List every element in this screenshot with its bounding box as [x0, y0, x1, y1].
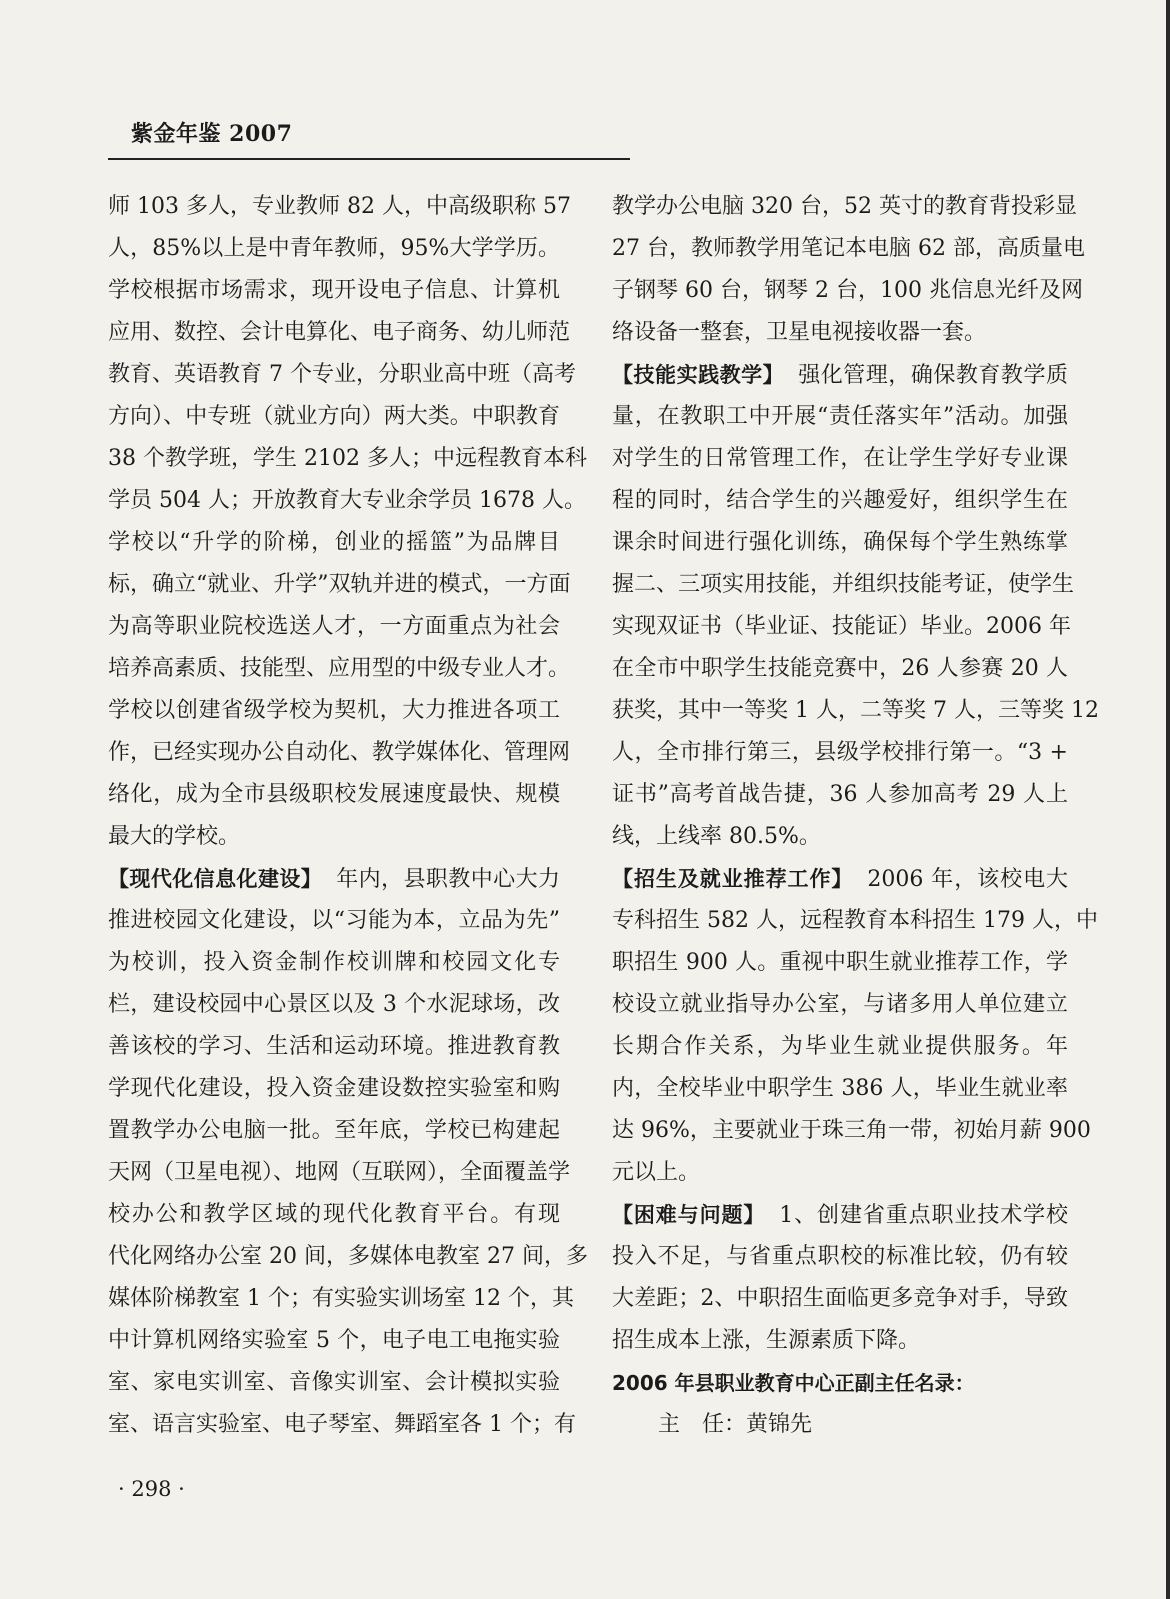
text-line [612, 564, 1075, 606]
line-text: 为高等职业院校选送人才，一方面重点为社会 [108, 614, 560, 639]
text-line [108, 438, 587, 480]
line-text: 善该校的学习、生活和运动环境。推进教育教 [108, 1034, 560, 1059]
text-line [108, 270, 560, 312]
line-text: 38 个教学班，学生 2102 多人；中远程教育本科 [108, 446, 587, 471]
running-header-title: 紫金年鉴 2007 [131, 121, 293, 147]
text-line [108, 564, 571, 606]
text-line [108, 1110, 560, 1152]
text-line [612, 1152, 1068, 1194]
line-text: 大差距；2、中职招生面临更多竞争对手，导致 [612, 1286, 1068, 1311]
text-line [108, 816, 560, 858]
line-text: 27 台，教师教学用笔记本电脑 62 部，高质量电 [612, 236, 1085, 261]
text-line [108, 984, 560, 1026]
line-text: 媒体阶梯教室 1 个；有实验实训场室 12 个，其 [108, 1286, 574, 1311]
line-text: 为校训，投入资金制作校训牌和校园文化专 [108, 950, 560, 975]
text-line [612, 1362, 1068, 1404]
section-heading-line [108, 858, 560, 900]
line-text: 推进校园文化建设，以“习能为本，立品为先” [108, 908, 560, 933]
text-line [612, 606, 1071, 648]
section-heading-line [612, 1194, 1068, 1236]
text-line [108, 522, 560, 564]
line-text: 教学办公电脑 320 台，52 英寸的教育背投彩显 [612, 194, 1077, 219]
text-line [612, 270, 1083, 312]
text-line [108, 1278, 574, 1320]
line-text: 学员 504 人；开放教育大专业余学员 1678 人。 [108, 488, 586, 513]
line-text: 职招生 900 人。重视中职生就业推荐工作，学 [612, 950, 1068, 975]
text-line [108, 732, 571, 774]
line-text: 招生成本上涨，生源素质下降。 [612, 1328, 921, 1353]
line-text: 元以上。 [612, 1160, 701, 1185]
text-line [108, 900, 560, 942]
right-text-column [612, 186, 1099, 1446]
section-heading: 【现代化信息化建设】 [108, 867, 323, 891]
text-line [108, 1026, 560, 1068]
text-line [612, 900, 1098, 942]
page-edge [1166, 0, 1170, 1599]
line-text: 学校根据市场需求，现开设电子信息、计算机 [108, 278, 560, 303]
line-text: 长期合作关系，为毕业生就业提供服务。年 [612, 1034, 1068, 1059]
text-line [108, 648, 571, 690]
text-line [612, 396, 1068, 438]
text-line [612, 522, 1068, 564]
text-line [612, 1068, 1068, 1110]
line-text: 络设备一整套，卫星电视接收器一套。 [612, 320, 987, 345]
section-heading: 【技能实践教学】 [612, 363, 785, 387]
line-text: 2006 年，该校电大 [867, 867, 1069, 892]
text-line [108, 1404, 576, 1446]
line-text: 线，上线率 80.5%。 [612, 824, 821, 849]
line-text: 培养高素质、技能型、应用型的中级专业人才。 [108, 656, 571, 681]
text-line [108, 1068, 560, 1110]
line-text: 证书”高考首战告捷，36 人参加高考 29 人上 [612, 782, 1068, 807]
text-line [108, 606, 560, 648]
line-text: 校设立就业指导办公室，与诸多用人单位建立 [612, 992, 1068, 1017]
line-text: 对学生的日常管理工作，在让学生学好专业课 [612, 446, 1068, 471]
text-line [612, 186, 1077, 228]
line-text: 络化，成为全市县级职校发展速度最快、规模 [108, 782, 560, 807]
line-text: 置教学办公电脑一批。至年底，学校已构建起 [108, 1118, 560, 1143]
line-text: 代化网络办公室 20 间，多媒体电教室 27 间，多 [108, 1244, 588, 1269]
line-text: 室、语言实验室、电子琴室、舞蹈室各 1 个；有 [108, 1412, 576, 1437]
text-line [108, 228, 560, 270]
line-text: 方向）、中专班（就业方向）两大类。中职教育 [108, 404, 560, 429]
line-text: 作，已经实现办公自动化、教学媒体化、管理网 [108, 740, 571, 765]
line-text: 内，全校毕业中职学生 386 人，毕业生就业率 [612, 1076, 1068, 1101]
text-line [108, 312, 571, 354]
line-text: 子钢琴 60 台，钢琴 2 台，100 兆信息光纤及网 [612, 278, 1083, 303]
text-line [108, 1320, 560, 1362]
text-line [612, 228, 1085, 270]
line-text: 达 96%，主要就业于珠三角一带，初始月薪 900 [612, 1118, 1091, 1143]
line-text: 年内，县职教中心大力 [336, 867, 560, 892]
line-text: 师 103 多人，专业教师 82 人，中高级职称 57 [108, 194, 571, 219]
line-text: 天网（卫星电视）、地网（互联网），全面覆盖学 [108, 1160, 571, 1185]
line-text: 室、家电实训室、音像实训室、会计模拟实验 [108, 1370, 560, 1395]
line-text: 实现双证书（毕业证、技能证）毕业。2006 年 [612, 614, 1071, 639]
text-line [612, 480, 1068, 522]
section-heading: 【招生及就业推荐工作】 [612, 867, 854, 891]
text-line [108, 774, 560, 816]
line-text: 校办公和教学区域的现代化教育平台。有现 [108, 1202, 560, 1227]
text-line [108, 1236, 588, 1278]
text-line [612, 1278, 1068, 1320]
line-text: 专科招生 582 人，远程教育本科招生 179 人，中 [612, 908, 1098, 933]
line-text: 程的同时，结合学生的兴趣爱好，组织学生在 [612, 488, 1068, 513]
line-text: 中计算机网络实验室 5 个，电子电工电拖实验 [108, 1328, 560, 1353]
line-text: 标，确立“就业、升学”双轨并进的模式，一方面 [108, 572, 571, 597]
line-text: 量，在教职工中开展“责任落实年”活动。加强 [612, 404, 1068, 429]
text-line [612, 1404, 1068, 1446]
line-text: 在全市中职学生技能竞赛中，26 人参赛 20 人 [612, 656, 1068, 681]
line-text: 课余时间进行强化训练，确保每个学生熟练掌 [612, 530, 1068, 555]
line-text: 栏，建设校园中心景区以及 3 个水泥球场，改 [108, 992, 560, 1017]
line-text: 获奖，其中一等奖 1 人，二等奖 7 人，三等奖 12 [612, 698, 1099, 723]
text-line [612, 1236, 1068, 1278]
line-text: 应用、数控、会计电算化、电子商务、幼儿师范 [108, 320, 571, 345]
text-line [108, 354, 576, 396]
text-line [612, 438, 1068, 480]
text-line [612, 690, 1099, 732]
line-text: 主 任：黄锦先 [658, 1412, 813, 1437]
text-line [612, 984, 1068, 1026]
text-line [612, 1026, 1068, 1068]
line-text: 强化管理，确保教育教学质 [798, 363, 1068, 388]
header-rule [108, 158, 630, 160]
text-line [612, 1110, 1091, 1152]
line-text: 人，全市排行第三，县级学校排行第一。“3 + [612, 740, 1068, 765]
line-text: 投入不足，与省重点职校的标准比较，仍有较 [612, 1244, 1068, 1269]
text-line [108, 480, 586, 522]
line-text: 握二、三项实用技能，并组织技能考证，使学生 [612, 572, 1075, 597]
text-line [108, 186, 571, 228]
left-text-column [108, 186, 588, 1446]
text-line [108, 942, 560, 984]
section-heading: 【困难与问题】 [612, 1203, 766, 1227]
text-line [612, 774, 1068, 816]
text-line [612, 648, 1068, 690]
line-text: 人，85%以上是中青年教师，95%大学学历。 [108, 236, 560, 261]
line-text: 最大的学校。 [108, 824, 241, 849]
line-text: 教育、英语教育 7 个专业，分职业高中班（高考 [108, 362, 576, 387]
text-line [612, 816, 1068, 858]
text-line [108, 1362, 560, 1404]
line-text: 1、创建省重点职业技术学校 [779, 1203, 1069, 1228]
text-line [108, 396, 560, 438]
text-line [612, 942, 1068, 984]
line-text: 学校以“升学的阶梯，创业的摇篮”为品牌目 [108, 530, 560, 555]
text-line [108, 1194, 560, 1236]
text-line [612, 732, 1068, 774]
page-number: · 298 · [118, 1477, 185, 1501]
line-text: 学现代化建设，投入资金建设数控实验室和购 [108, 1076, 560, 1101]
line-text: 2006 年县职业教育中心正副主任名录： [612, 1371, 975, 1395]
section-heading-line [612, 858, 1068, 900]
text-line [108, 690, 560, 732]
section-heading-line [612, 354, 1068, 396]
text-line [612, 312, 1068, 354]
line-text: 学校以创建省级学校为契机，大力推进各项工 [108, 698, 560, 723]
text-line [108, 1152, 571, 1194]
text-line [612, 1320, 1068, 1362]
